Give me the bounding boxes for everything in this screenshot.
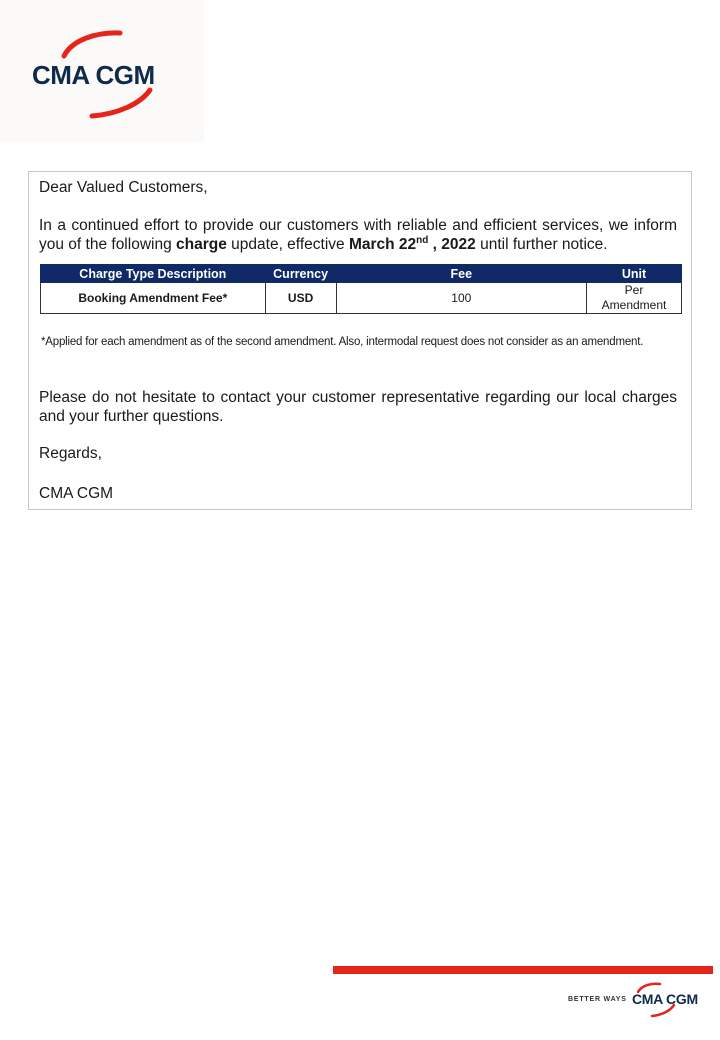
intro-charge: charge (176, 236, 227, 253)
table-header-row (41, 265, 682, 283)
signature: CMA CGM (39, 485, 114, 502)
footnote: *Applied for each amendment as of the second amendment. Also, intermodal request does not consider as an amendment. (41, 336, 644, 348)
closing: Regards, (39, 445, 102, 462)
greeting: Dear Valued Customers, (39, 179, 208, 196)
footer-wordmark: CMA CGM (632, 991, 698, 1007)
header-unit: Unit (587, 265, 682, 283)
letter-body (28, 171, 692, 510)
unit-line-1: Per (624, 283, 644, 297)
intro-text: In a continued effort to provide our customers with reliable and efficient services, we inform you of the following (39, 217, 677, 253)
cell-unit (587, 283, 682, 314)
footer-logo (568, 982, 698, 1022)
footer-accent-bar (333, 966, 713, 974)
contact-paragraph: Please do not hesitate to contact your customer representative regarding our local charges and your further questions. (39, 389, 677, 425)
effective-date: March 22nd , 2022 (348, 235, 476, 253)
charges-table (40, 264, 682, 314)
header-logo (0, 0, 204, 142)
header-fee: Fee (336, 265, 586, 283)
cell-fee: 100 (336, 283, 586, 314)
table-row (41, 283, 682, 314)
cell-currency: USD (265, 283, 336, 314)
cell-description: Booking Amendment Fee* (41, 283, 266, 314)
intro-paragraph (39, 216, 677, 254)
header-description: Charge Type Description (41, 265, 266, 283)
unit-line-2: Amendment (601, 298, 667, 312)
intro-text-2: update, effective (226, 236, 349, 253)
header-currency: Currency (265, 265, 336, 283)
intro-text-3: until further notice. (475, 236, 608, 253)
footer-tagline: BETTER WAYS (568, 996, 627, 1003)
logo-wordmark: CMA CGM (32, 60, 155, 90)
